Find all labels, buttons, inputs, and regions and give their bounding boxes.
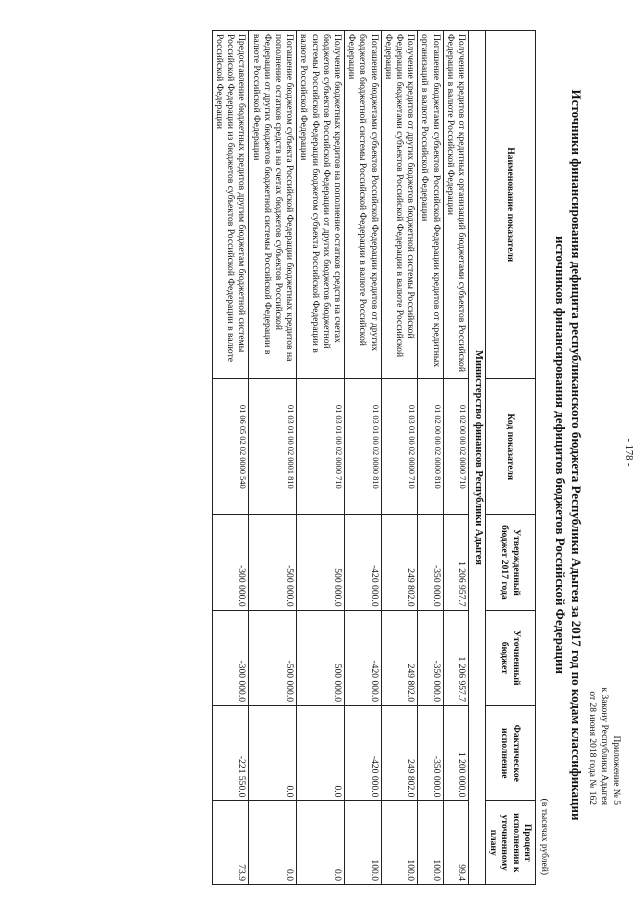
header-refined: Уточненный бюджет xyxy=(486,610,536,705)
header-actual: Фактическое исполнение xyxy=(486,706,536,801)
appendix-block xyxy=(586,687,622,805)
row-name: Погашение бюджетом субъекта Российской Федерации бюджетных кредитов на пополнение остатков средств на счетах бюджетов субъектов Российской Федерации от других бюджетов бюджетной системы Российской Федерации в валюте Российской Федерации xyxy=(249,31,297,379)
table-header-row xyxy=(486,31,536,885)
page-number: - 178 - xyxy=(623,438,634,467)
row-percent: 73.9 xyxy=(212,801,249,885)
table-row xyxy=(249,31,297,885)
appendix-line-2: к Закону Республики Адыгея xyxy=(599,687,609,805)
row-percent: 0.0 xyxy=(297,801,345,885)
row-percent: 0.0 xyxy=(249,801,297,885)
row-actual: -420 000.0 xyxy=(344,706,381,801)
row-code: 01 03 01 00 02 0001 810 xyxy=(249,379,297,515)
row-approved: -300 000.0 xyxy=(212,515,249,610)
row-percent: 100.0 xyxy=(418,801,443,885)
row-approved: 249 802.0 xyxy=(381,515,418,610)
row-name: Предоставление бюджетных кредитов другим бюджетам бюджетной системы Российской Федерации из бюджетов субъектов Российской Федерации в валюте Российской Федерации xyxy=(212,31,249,379)
row-refined: -350 000.0 xyxy=(418,610,443,705)
table-row xyxy=(297,31,345,885)
row-refined: -500 000.0 xyxy=(249,610,297,705)
table-row xyxy=(344,31,381,885)
title-line-2: источников финансирования дефицитов бюджетов Российской Федерации xyxy=(553,236,568,674)
units-note: (в тысячах рублей) xyxy=(539,798,549,875)
row-name: Получение бюджетных кредитов на пополнение остатков средств на счетах бюджетов субъектов Российской Федерации от других бюджетов бюджетной системы Российской Федерации бюджетом субъекта Российской Федерации в валюте Российской Федерации xyxy=(297,31,345,379)
row-refined: 500 000.0 xyxy=(297,610,345,705)
row-percent: 100.0 xyxy=(344,801,381,885)
row-actual: 0.0 xyxy=(249,706,297,801)
row-approved: 500 000.0 xyxy=(297,515,345,610)
header-name: Наименование показателя xyxy=(486,31,536,379)
document-title xyxy=(552,10,584,900)
row-approved: -420 000.0 xyxy=(344,515,381,610)
row-refined: 249 802.0 xyxy=(381,610,418,705)
row-code: 01 03 01 00 02 0000 810 xyxy=(344,379,381,515)
section-row xyxy=(469,31,486,885)
row-code: 01 06 05 02 02 0000 540 xyxy=(212,379,249,515)
header-approved: Утвержденный бюджет 2017 года xyxy=(486,515,536,610)
table-row xyxy=(212,31,249,885)
table-row xyxy=(381,31,418,885)
row-actual: 249 802.0 xyxy=(381,706,418,801)
row-name: Получение кредитов от кредитных организаций бюджетами субъектов Российской Федерации в валюте Российской Федерации xyxy=(443,31,468,379)
row-approved: 1 206 957.7 xyxy=(443,515,468,610)
table-row xyxy=(443,31,468,885)
header-code: Код показателя xyxy=(486,379,536,515)
budget-table xyxy=(212,30,536,885)
section-title: Министерство финансов Республики Адыгея xyxy=(469,31,486,885)
row-code: 01 02 00 00 02 0000 710 xyxy=(443,379,468,515)
row-code: 01 03 01 00 02 0000 710 xyxy=(297,379,345,515)
row-actual: -221 550.0 xyxy=(212,706,249,801)
row-approved: -350 000.0 xyxy=(418,515,443,610)
row-code: 01 02 00 00 02 0000 810 xyxy=(418,379,443,515)
row-refined: 1 206 957.7 xyxy=(443,610,468,705)
row-refined: -420 000.0 xyxy=(344,610,381,705)
row-approved: -500 000.0 xyxy=(249,515,297,610)
row-actual: 1 200 000.0 xyxy=(443,706,468,801)
header-percent: Процент исполнения к уточненному плану xyxy=(486,801,536,885)
appendix-line-3: от 28 июня 2018 года № 162 xyxy=(587,691,597,805)
row-refined: -300 000.0 xyxy=(212,610,249,705)
row-name: Погашение бюджетами субъектов Российской Федерации кредитов от кредитных организаций в валюте Российской Федерации xyxy=(418,31,443,379)
row-percent: 99.4 xyxy=(443,801,468,885)
table-row xyxy=(418,31,443,885)
row-actual: 0.0 xyxy=(297,706,345,801)
row-actual: -350 000.0 xyxy=(418,706,443,801)
row-percent: 100.0 xyxy=(381,801,418,885)
row-code: 01 03 01 00 02 0000 710 xyxy=(381,379,418,515)
appendix-line-1: Приложение № 5 xyxy=(611,735,621,805)
row-name: Получение кредитов от других бюджетов бюджетной системы Российской Федерации бюджетами субъектов Российской Федерации в валюте Российской Федерации xyxy=(381,31,418,379)
row-name: Погашение бюджетами субъектов Российской Федерации кредитов от других бюджетов бюджетной системы Российской Федерации в валюте Российской Федерации xyxy=(344,31,381,379)
title-line-1: Источники финансирования дефицита республиканского бюджета Республики Адыгея за 2017 год по кодам классификации xyxy=(569,89,584,821)
